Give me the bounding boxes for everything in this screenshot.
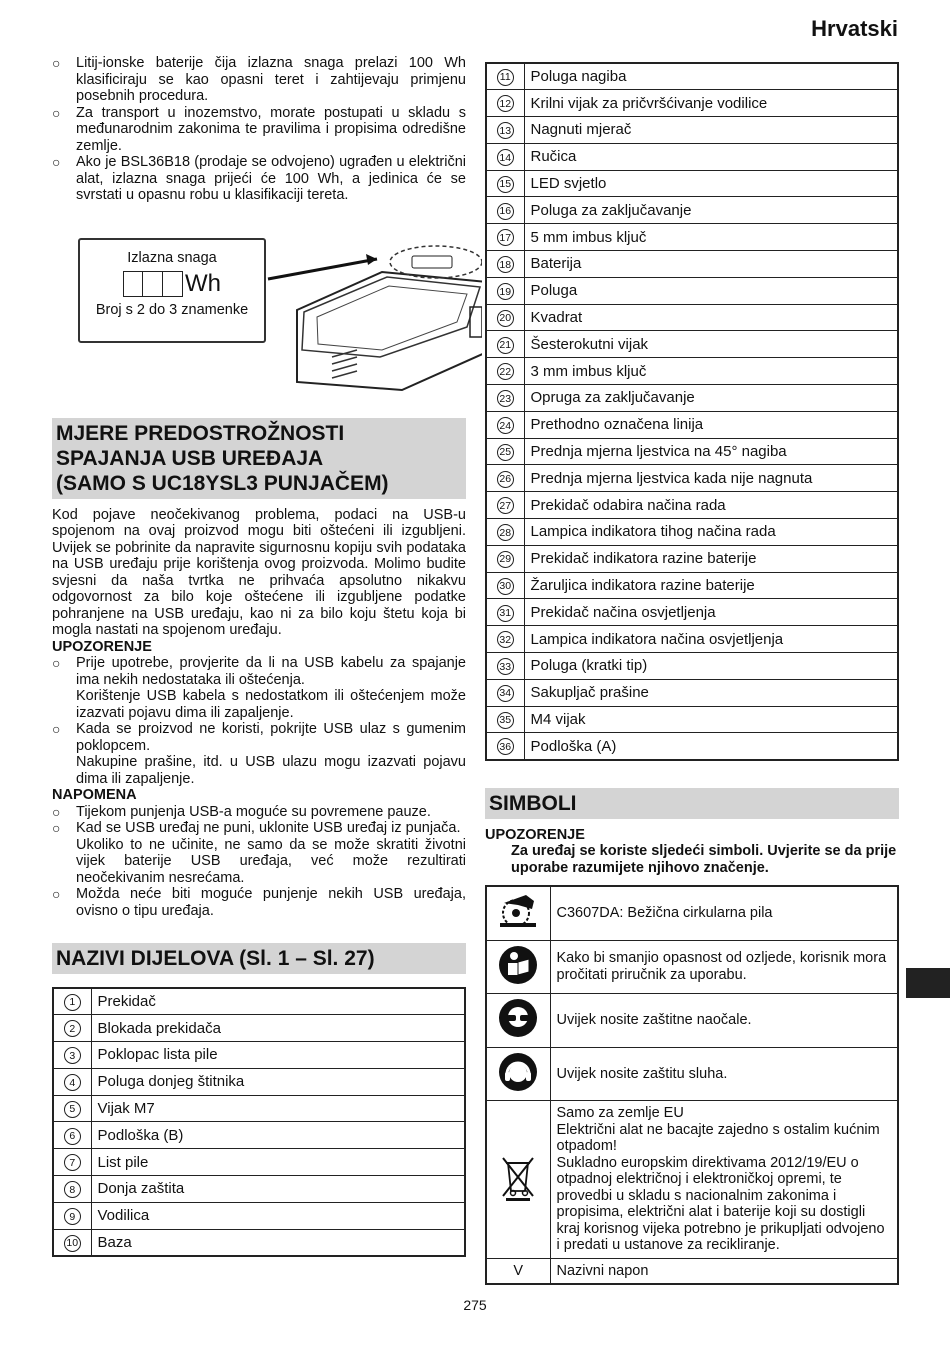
part-row	[486, 117, 898, 144]
bullet-marker-icon: ○	[52, 820, 61, 836]
part-name: Poluga donjeg štitnika	[91, 1068, 465, 1095]
part-number-cell	[486, 706, 524, 733]
right-column	[485, 62, 899, 1285]
part-row	[486, 358, 898, 385]
symbol-text: Uvijek nosite zaštitu sluha.	[550, 1047, 898, 1101]
bullet-extra: Nakupine prašine, itd. u USB ulazu mogu izazvati pojavu dima ili zapaljenje.	[76, 754, 466, 787]
bullet-item	[52, 154, 466, 204]
part-number: 23	[497, 390, 514, 407]
part-number-cell	[53, 1122, 91, 1149]
symbol-text: C3607DA: Bežična cirkularna pila	[550, 886, 898, 940]
bullet-text: Za transport u inozemstvo, morate postupati u skladu s međunarodnim zakonima te pravilima i propisima odredišne zemlje.	[76, 104, 466, 154]
part-number: 10	[64, 1235, 81, 1252]
part-number-cell	[486, 733, 524, 760]
part-row	[486, 224, 898, 251]
bullet-extra: Korištenje USB kabela s nedostatkom ili oštećenjem može izazvati pojavu dima ili zapaljenje.	[76, 688, 466, 721]
part-row	[486, 331, 898, 358]
part-number: 4	[64, 1074, 81, 1091]
language-label: Hrvatski	[811, 16, 898, 41]
weee-bin-icon	[498, 1189, 538, 1205]
part-number: 1	[64, 994, 81, 1011]
part-name: Sakupljač prašine	[524, 679, 898, 706]
part-number-cell	[486, 358, 524, 385]
part-number-cell	[486, 572, 524, 599]
part-number-cell	[486, 224, 524, 251]
part-row	[486, 599, 898, 626]
usb-heading-line: MJERE PREDOSTROŽNOSTI	[56, 421, 345, 445]
bullet-text: Litij-ionske baterije čija izlazna snaga prelazi 100 Wh klasificiraju se kao opasni teret i zahtijevaju primjenu posebnih procedura.	[76, 55, 466, 104]
symbol-row	[486, 1047, 898, 1101]
part-name: Žaruljica indikatora razine baterije	[524, 572, 898, 599]
part-number-cell	[486, 277, 524, 304]
part-name: Podloška (B)	[91, 1122, 465, 1149]
usb-section-heading	[52, 418, 466, 499]
digit-box	[143, 271, 163, 297]
part-row	[53, 1149, 465, 1176]
part-number: 28	[497, 524, 514, 541]
part-row	[486, 251, 898, 278]
bullet-marker-icon: ○	[52, 154, 61, 170]
usb-warning-title: UPOZORENJE	[52, 638, 152, 655]
usb-notes	[52, 804, 466, 920]
part-number: 6	[64, 1128, 81, 1145]
part-row	[486, 465, 898, 492]
usb-warnings	[52, 655, 466, 787]
part-row	[53, 1229, 465, 1256]
part-number: 5	[64, 1101, 81, 1118]
part-number-cell	[486, 438, 524, 465]
symbols-warning-text: Za uređaj se koriste sljedeći simboli. Uvjerite se da prije uporabe razumijete njihovo značenje.	[511, 843, 897, 877]
read-manual-icon	[498, 973, 538, 989]
part-number-cell	[486, 331, 524, 358]
part-name: Kvadrat	[524, 304, 898, 331]
symbols-heading: SIMBOLI	[485, 788, 899, 819]
part-name: Blokada prekidača	[91, 1015, 465, 1042]
parts-table-right	[485, 62, 899, 761]
symbol-row	[486, 886, 898, 940]
part-row	[486, 679, 898, 706]
part-name: Vijak M7	[91, 1095, 465, 1122]
left-column	[52, 55, 466, 1257]
symbol-icon-cell	[486, 1101, 550, 1259]
part-number: 32	[497, 631, 514, 648]
part-number-cell	[53, 1202, 91, 1229]
part-number: 31	[497, 605, 514, 622]
bullet-item	[52, 820, 466, 886]
bullet-item	[52, 55, 466, 105]
part-number: 12	[497, 95, 514, 112]
part-name: 5 mm imbus ključ	[524, 224, 898, 251]
part-row	[486, 197, 898, 224]
usb-heading-line: (SAMO S UC18YSL3 PUNJAČEM)	[56, 471, 389, 495]
bullet-text	[76, 721, 466, 787]
part-name: List pile	[91, 1149, 465, 1176]
bullet-text	[76, 804, 466, 821]
part-name: Prednja mjerna ljestvica na 45° nagiba	[524, 438, 898, 465]
symbol-icon-cell	[486, 1047, 550, 1101]
part-row	[486, 304, 898, 331]
part-name: Poklopac lista pile	[91, 1042, 465, 1069]
part-number: 16	[497, 203, 514, 220]
part-number-cell	[486, 519, 524, 546]
circular-saw-icon	[496, 919, 540, 935]
part-number-cell	[486, 492, 524, 519]
safety-glasses-icon	[498, 1026, 538, 1042]
symbols-table	[485, 885, 899, 1285]
part-name: Opruga za zaključavanje	[524, 385, 898, 412]
part-number: 25	[497, 444, 514, 461]
part-number: 19	[497, 283, 514, 300]
part-number-cell	[486, 599, 524, 626]
part-number-cell	[486, 465, 524, 492]
bullet-marker-icon: ○	[52, 721, 61, 737]
part-row	[486, 545, 898, 572]
part-number: 35	[497, 712, 514, 729]
part-name: 3 mm imbus ključ	[524, 358, 898, 385]
battery-figure	[52, 232, 466, 412]
part-number-cell	[53, 1042, 91, 1069]
ear-protection-icon	[498, 1080, 538, 1096]
part-row	[486, 170, 898, 197]
part-number-cell	[486, 653, 524, 680]
part-name: Donja zaštita	[91, 1176, 465, 1203]
bullet-text	[76, 886, 466, 919]
part-number-cell	[486, 143, 524, 170]
part-number-cell	[486, 117, 524, 144]
part-name: Poluga	[524, 277, 898, 304]
digit-box	[163, 271, 183, 297]
part-name: Baterija	[524, 251, 898, 278]
part-number: 8	[64, 1181, 81, 1198]
part-number: 22	[497, 363, 514, 380]
part-number: 33	[497, 658, 514, 675]
bullet-marker-icon: ○	[52, 803, 61, 820]
bullet-main: Tijekom punjenja USB-a moguće su povremene pauze.	[76, 803, 431, 820]
symbol-row	[486, 940, 898, 994]
part-number-cell	[53, 1149, 91, 1176]
part-number-cell	[53, 1068, 91, 1095]
bullet-item	[52, 804, 466, 821]
part-number-cell	[486, 626, 524, 653]
part-number: 36	[497, 738, 514, 755]
digits-note: Broj s 2 do 3 znamenke	[95, 301, 249, 318]
part-row	[53, 1015, 465, 1042]
bullet-main: Kad se USB uređaj ne puni, uklonite USB uređaj iz punjača.	[76, 820, 461, 836]
part-number-cell	[53, 1176, 91, 1203]
bullet-item	[52, 655, 466, 721]
part-row	[486, 572, 898, 599]
bullet-marker-icon: ○	[52, 655, 61, 671]
part-number-cell	[486, 679, 524, 706]
symbol-text: Nazivni napon	[550, 1258, 898, 1284]
part-name: Ručica	[524, 143, 898, 170]
part-name: Krilni vijak za pričvršćivanje vodilice	[524, 90, 898, 117]
part-number: 11	[497, 69, 514, 86]
voltage-symbol: V	[513, 1262, 524, 1279]
part-row	[53, 1095, 465, 1122]
bullet-item	[52, 105, 466, 155]
bullet-item	[52, 886, 466, 919]
bullet-main: Kada se proizvod ne koristi, pokrijte USB ulaz s gumenim poklopcem.	[76, 721, 466, 754]
part-number: 21	[497, 337, 514, 354]
wh-unit: Wh	[185, 269, 221, 297]
bullet-item	[52, 721, 466, 787]
part-name: Prekidač načina osvjetljenja	[524, 599, 898, 626]
part-row	[486, 438, 898, 465]
part-number-cell	[486, 411, 524, 438]
part-name: Poluga za zaključavanje	[524, 197, 898, 224]
part-row	[486, 519, 898, 546]
symbol-row	[486, 1258, 898, 1284]
part-name: Lampica indikatora tihog načina rada	[524, 519, 898, 546]
part-name: Šesterokutni vijak	[524, 331, 898, 358]
part-number-cell	[486, 170, 524, 197]
part-name: Poluga (kratki tip)	[524, 653, 898, 680]
part-row	[486, 492, 898, 519]
bullet-marker-icon: ○	[52, 886, 61, 902]
bullet-marker-icon: ○	[52, 55, 61, 71]
part-number: 29	[497, 551, 514, 568]
bullet-marker-icon: ○	[52, 104, 61, 121]
part-number-cell	[53, 988, 91, 1015]
part-row	[53, 1176, 465, 1203]
part-number: 15	[497, 176, 514, 193]
bullet-text	[76, 820, 466, 886]
part-name: Poluga nagiba	[524, 63, 898, 90]
part-name: Baza	[91, 1229, 465, 1256]
part-row	[486, 626, 898, 653]
part-row	[486, 411, 898, 438]
usb-heading-line: SPAJANJA USB UREĐAJA	[56, 446, 324, 470]
output-label: Izlazna snaga	[127, 249, 217, 266]
usb-intro: Kod pojave neočekivanog problema, podaci na USB-u spojenom na ovaj proizvod mogu biti oštećeni ili izgubljeni. Uvijek se pobrinite da napravite sigurnosnu kopiju svih podataka na USB uređaju prije korištenja ovog proizvoda. Molimo budite svjesni da naša tvrtka ne prihvaća apsolutno nikakvu odgovornost za bilo koje oštećene ili izgubljene podatke pohranjene na USB uređaju, kao ni za bilo koju štetu koja bi mogla nastati na spojenom uređaju.	[52, 506, 466, 638]
part-number-cell	[486, 304, 524, 331]
part-number: 30	[497, 578, 514, 595]
symbol-row	[486, 1101, 898, 1259]
symbol-row	[486, 994, 898, 1048]
bullet-text: Ako je BSL36B18 (prodaje se odvojeno) ugrađen u električni alat, izlazna snaga prijeći će 100 Wh, a jedinica će se svrstati u opasnu robu u klasifikaciji tereta.	[76, 154, 466, 203]
bullet-text	[76, 655, 466, 721]
symbol-text: Samo za zemlje EU Električni alat ne bacajte zajedno s ostalim kućnim otpadom! Sukladno europskim direktivama 2012/19/EU o otpadnoj električnoj i elektroničkoj opremi, te provedbi u skladu s nacionalnim zakonima i propisima, električni alat i baterije koji su dostigli kraj korisnog vijeka potrebno je prikupljati odvojeno i predati u ustanove za recikliranje.	[550, 1101, 898, 1259]
part-name: M4 vijak	[524, 706, 898, 733]
part-number-cell	[53, 1229, 91, 1256]
symbols-warning-title: UPOZORENJE	[485, 826, 585, 843]
part-number: 17	[497, 229, 514, 246]
part-number: 26	[497, 471, 514, 488]
part-row	[486, 706, 898, 733]
wh-field	[80, 270, 264, 298]
part-name: Podloška (A)	[524, 733, 898, 760]
battery-illustration	[262, 232, 482, 392]
output-label-box	[78, 238, 266, 343]
parts-table-left	[52, 987, 466, 1257]
part-number: 24	[497, 417, 514, 434]
part-number-cell	[486, 385, 524, 412]
part-number: 20	[497, 310, 514, 327]
part-number-cell	[486, 197, 524, 224]
part-number: 18	[497, 256, 514, 273]
parts-section-heading: NAZIVI DIJELOVA (Sl. 1 – Sl. 27)	[52, 943, 466, 974]
bullet-main: Prije upotrebe, provjerite da li na USB kabelu za spajanje ima nekih nedostataka ili oštećenja.	[76, 655, 466, 688]
bullet-main: Možda neće biti moguće punjenje nekih USB uređaja, ovisno o tipu uređaja.	[76, 886, 466, 919]
symbol-icon-cell	[486, 994, 550, 1048]
part-number: 3	[64, 1047, 81, 1064]
part-row	[53, 1202, 465, 1229]
part-name: Prekidač	[91, 988, 465, 1015]
section-tab-marker	[906, 968, 950, 998]
part-row	[486, 733, 898, 760]
part-number: 34	[497, 685, 514, 702]
part-number: 14	[497, 149, 514, 166]
symbol-text: Uvijek nosite zaštitne naočale.	[550, 994, 898, 1048]
part-row	[53, 1122, 465, 1149]
part-row	[486, 143, 898, 170]
part-name: Prethodno označena linija	[524, 411, 898, 438]
page-number: 275	[463, 1297, 487, 1313]
part-number: 27	[497, 497, 514, 514]
usb-note-title: NAPOMENA	[52, 787, 137, 803]
part-row	[486, 385, 898, 412]
part-name: Vodilica	[91, 1202, 465, 1229]
bullet-extra: Ukoliko to ne učinite, ne samo da se može skratiti životni vijek baterije USB uređaja, već može rezultirati neočekivanim nesrećama.	[76, 836, 466, 886]
part-name: LED svjetlo	[524, 170, 898, 197]
part-number-cell	[486, 90, 524, 117]
part-number-cell	[486, 251, 524, 278]
part-name: Prekidač odabira načina rada	[524, 492, 898, 519]
symbol-text: Kako bi smanjio opasnost od ozljede, korisnik mora pročitati priručnik za uporabu.	[550, 940, 898, 994]
part-row	[486, 63, 898, 90]
part-name: Prekidač indikatora razine baterije	[524, 545, 898, 572]
part-row	[53, 1068, 465, 1095]
part-name: Lampica indikatora načina osvjetljenja	[524, 626, 898, 653]
part-number-cell	[53, 1095, 91, 1122]
part-number: 13	[497, 122, 514, 139]
part-number: 7	[64, 1154, 81, 1171]
part-number-cell	[486, 63, 524, 90]
part-number-cell	[486, 545, 524, 572]
part-row	[486, 653, 898, 680]
part-name: Nagnuti mjerač	[524, 117, 898, 144]
symbol-icon-cell	[486, 1258, 550, 1284]
part-name: Prednja mjerna ljestvica kada nije nagnuta	[524, 465, 898, 492]
part-row	[486, 277, 898, 304]
part-number: 9	[64, 1208, 81, 1225]
symbol-icon-cell	[486, 940, 550, 994]
symbol-icon-cell	[486, 886, 550, 940]
part-row	[53, 988, 465, 1015]
part-row	[53, 1042, 465, 1069]
part-row	[486, 90, 898, 117]
part-number-cell	[53, 1015, 91, 1042]
digit-box	[123, 271, 143, 297]
part-number: 2	[64, 1020, 81, 1037]
intro-bullets	[52, 55, 466, 204]
